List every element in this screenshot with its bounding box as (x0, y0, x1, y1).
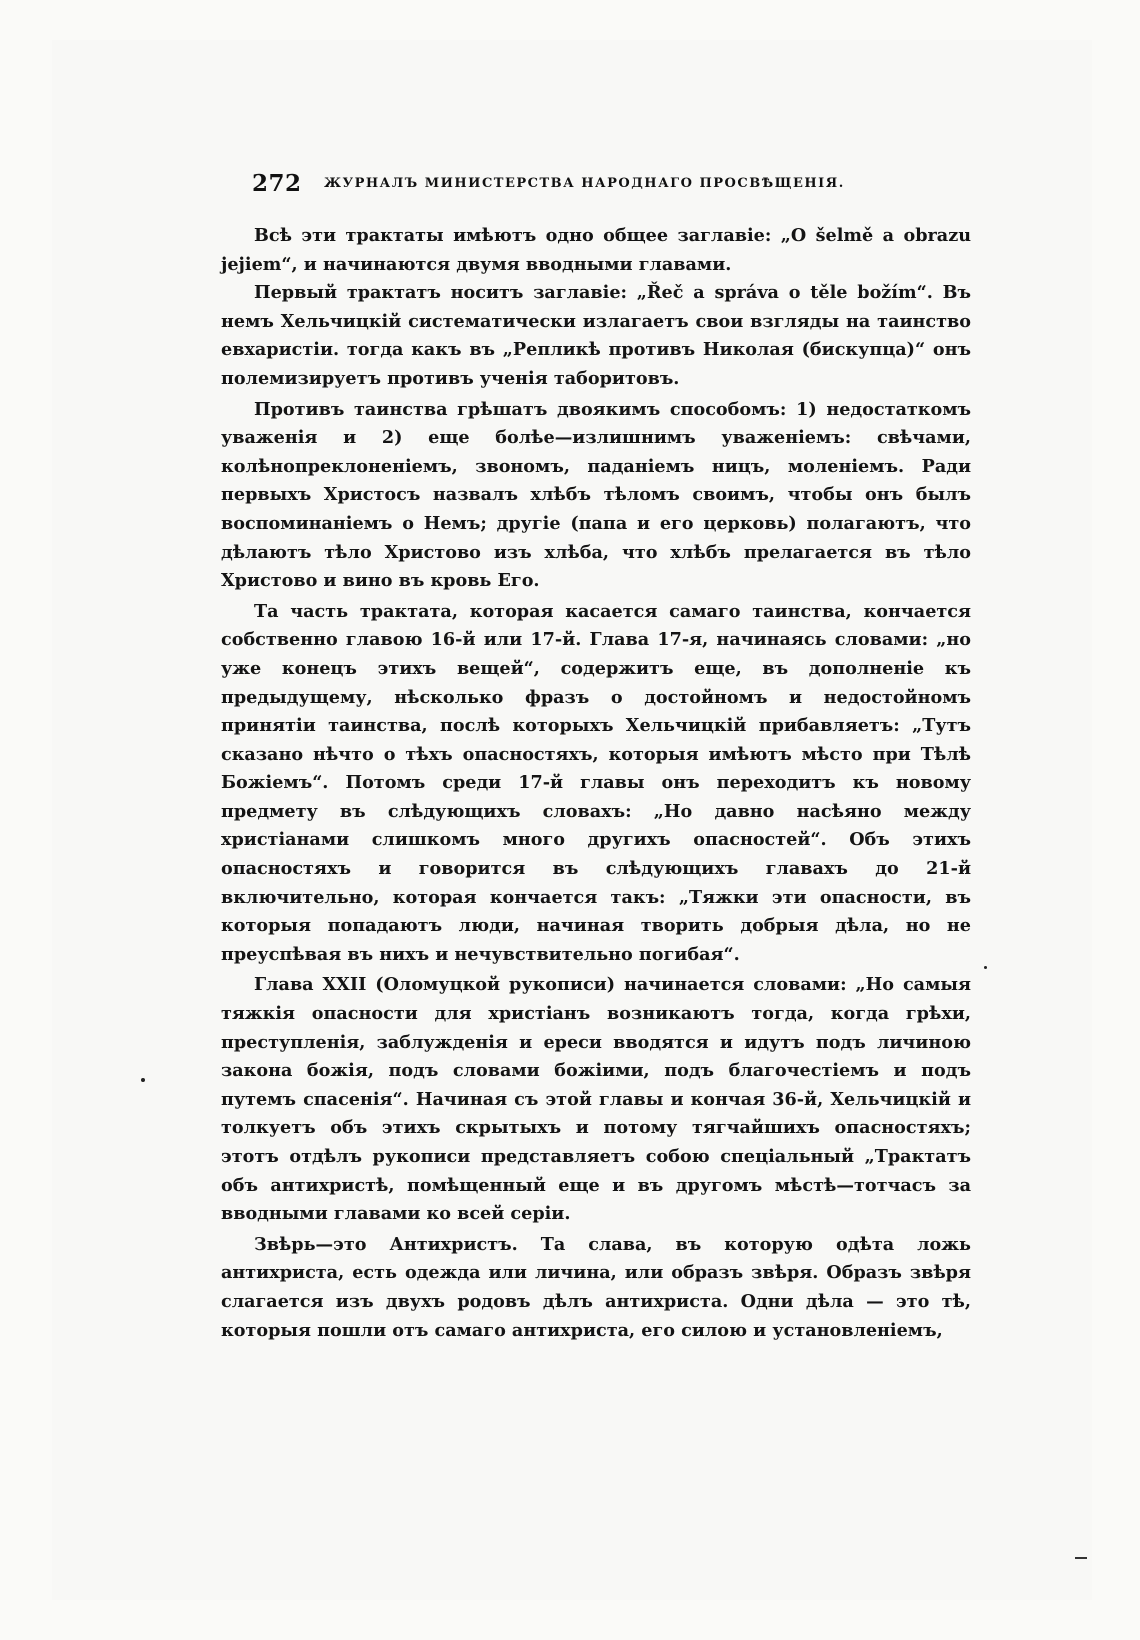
page-header (252, 170, 972, 204)
paragraph: Глава XXII (Оломуцкой рукописи) начинается словами: „Но самыя тяжкія опасности для христіанъ возникаютъ тогда, когда грѣхи, преступленія, заблужденія и ереси вводятся и идутъ подъ личиною закона божія, подъ словами божіими, подъ благочестіемъ и подъ путемъ спасенія“. Начиная съ этой главы и кончая 36-й, Хельчицкій и толкуетъ объ этихъ скрытыхъ и потому тягчайшихъ опасностяхъ; этотъ отдѣлъ рукописи представляетъ собою спеціальный „Трактатъ объ антихристѣ, помѣщенный еще и въ другомъ мѣстѣ—тотчасъ за вводными главами ко всей серіи. (221, 974, 971, 1225)
paragraph: Первый трактатъ носитъ заглавіе: „Řeč a správa o těle božím“. Въ немъ Хельчицкій систематически излагаетъ свои взгляды на таинство евхаристіи. тогда какъ въ „Репликѣ противъ Николая (бискупца)“ онъ полемизируетъ противъ ученія таборитовъ. (221, 282, 971, 389)
paragraph: Всѣ эти трактаты имѣютъ одно общее заглавіе: „O šelmě a obrazu jejiem“, и начинаются двумя вводными главами. (221, 225, 971, 275)
running-title: ЖУРНАЛЪ МИНИСТЕРСТВА НАРОДНАГО ПРОСВѢЩЕНІЯ. (324, 176, 845, 191)
paragraph: Противъ таинства грѣшатъ двоякимъ способомъ: 1) недостаткомъ уваженія и 2) еще болѣе—излишнимъ уваженіемъ: свѣчами, колѣнопреклоненіемъ, звономъ, паданіемъ ницъ, моленіемъ. Ради первыхъ Христосъ назвалъ хлѣбъ тѣломъ своимъ, чтобы онъ былъ воспоминаніемъ о Немъ; другіе (папа и его церковь) полагаютъ, что дѣлаютъ тѣло Христово изъ хлѣба, что хлѣбъ прелагается въ тѣло Христово и вино въ кровь Его. (221, 398, 971, 592)
scan-speck (984, 966, 987, 969)
body-text (221, 222, 971, 1345)
paragraph: Та часть трактата, которая касается самаго таинства, кончается собственно главою 16-й или 17-й. Глава 17-я, начинаясь словами: „но уже конецъ этихъ вещей“, содержитъ еще, въ дополненіе къ предыдущему, нѣсколько фразъ о достойномъ и недостойномъ принятіи таинства, послѣ которыхъ Хельчицкій прибавляетъ: „Тутъ сказано нѣчто о тѣхъ опасностяхъ, которыя имѣютъ мѣсто при Тѣлѣ Божіемъ“. Потомъ среди 17-й главы онъ переходитъ къ новому предмету въ слѣдующихъ словахъ: „Но давно насѣяно между христіанами слишкомъ много другихъ опасностей“. Объ этихъ опасностяхъ и говорится въ слѣдующихъ главахъ до 21-й включительно, которая кончается такъ: „Тяжки эти опасности, въ которыя попадаютъ люди, начиная творить добрыя дѣла, но не преуспѣвая въ нихъ и нечувствительно погибая“. (221, 600, 971, 965)
scan-speck (141, 1078, 145, 1082)
paragraph: Звѣрь—это Антихристъ. Та слава, въ которую одѣта ложь антихриста, есть одежда или личина, или образъ звѣря. Образъ звѣря слагается изъ двухъ родовъ дѣлъ антихриста. Одни дѣла — это тѣ, которыя пошли отъ самаго антихриста, его силою и установленіемъ, (221, 1233, 971, 1341)
scan-mark (1075, 1557, 1087, 1559)
page-number: 272 (252, 170, 302, 197)
